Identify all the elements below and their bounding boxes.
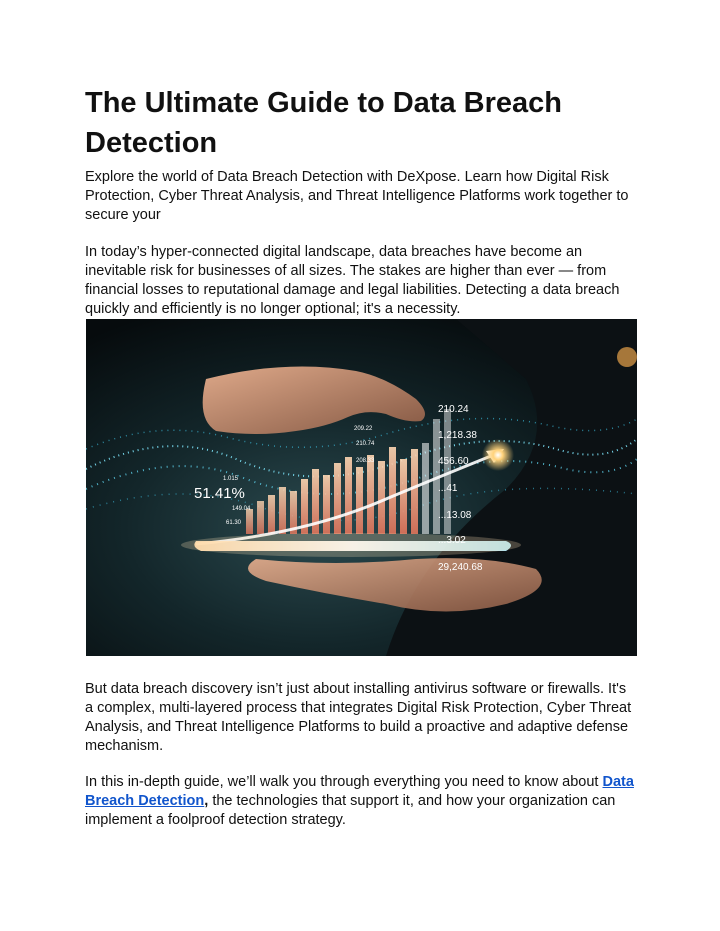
body-paragraph-2: But data breach discovery isn’t just about installing antivirus software or firewalls. It's a complex, multi-layered process that integrates Digital Risk Protection, Cyber Threat Analysis, and Threat Intelligence Platforms to build a proactive and adaptive defense mechanism. xyxy=(85,681,632,754)
hero-image xyxy=(86,319,637,656)
right-value-6: ...3.02 xyxy=(438,535,466,546)
right-value-5: ...13.08 xyxy=(438,510,472,521)
small-label-1: 1.015 xyxy=(223,476,239,482)
body-paragraph-1: In today’s hyper-connected digital landscape, data breaches have become an inevitable risk for businesses of all sizes. The stakes are higher than ever — from financial losses to reputational damage and legal liabilities. Detecting a data breach quickly and efficiently is no longer optional; it's a necessity. xyxy=(85,244,620,317)
right-value-2: 1,218.38 xyxy=(438,430,477,441)
right-value-3: 456.60 xyxy=(438,456,469,467)
percent-label: 51.41% xyxy=(194,485,245,502)
link-comma: , xyxy=(204,793,209,809)
data-visualization-illustration xyxy=(86,319,637,656)
body-paragraph-3-text-start: In this in-depth guide, we’ll walk you through everything you need to know about xyxy=(85,774,603,790)
page-title: The Ultimate Guide to Data Breach Detection xyxy=(85,87,562,159)
body-paragraph-3 xyxy=(85,773,637,830)
upper-label-1: 209.22 xyxy=(354,426,373,432)
right-value-1: 210.24 xyxy=(438,404,469,415)
upper-label-2: 210.74 xyxy=(356,441,375,447)
body-paragraph-3-text-end: the technologies that support it, and how your organization can implement a foolproof detection strategy. xyxy=(85,793,616,828)
data-breach-detection-link[interactable]: Data Breach Detection xyxy=(85,774,634,809)
small-label-2: 149.04 xyxy=(232,506,251,512)
intro-paragraph: Explore the world of Data Breach Detection with DeXpose. Learn how Digital Risk Protection, Cyber Threat Analysis, and Threat Intelligence Platforms work together to secure your xyxy=(85,169,629,223)
small-label-3: 61.30 xyxy=(226,520,242,526)
right-value-7: 29,240.68 xyxy=(438,562,483,573)
upper-label-3: 208.33 xyxy=(356,458,375,464)
right-value-4: ...41 xyxy=(438,483,458,494)
